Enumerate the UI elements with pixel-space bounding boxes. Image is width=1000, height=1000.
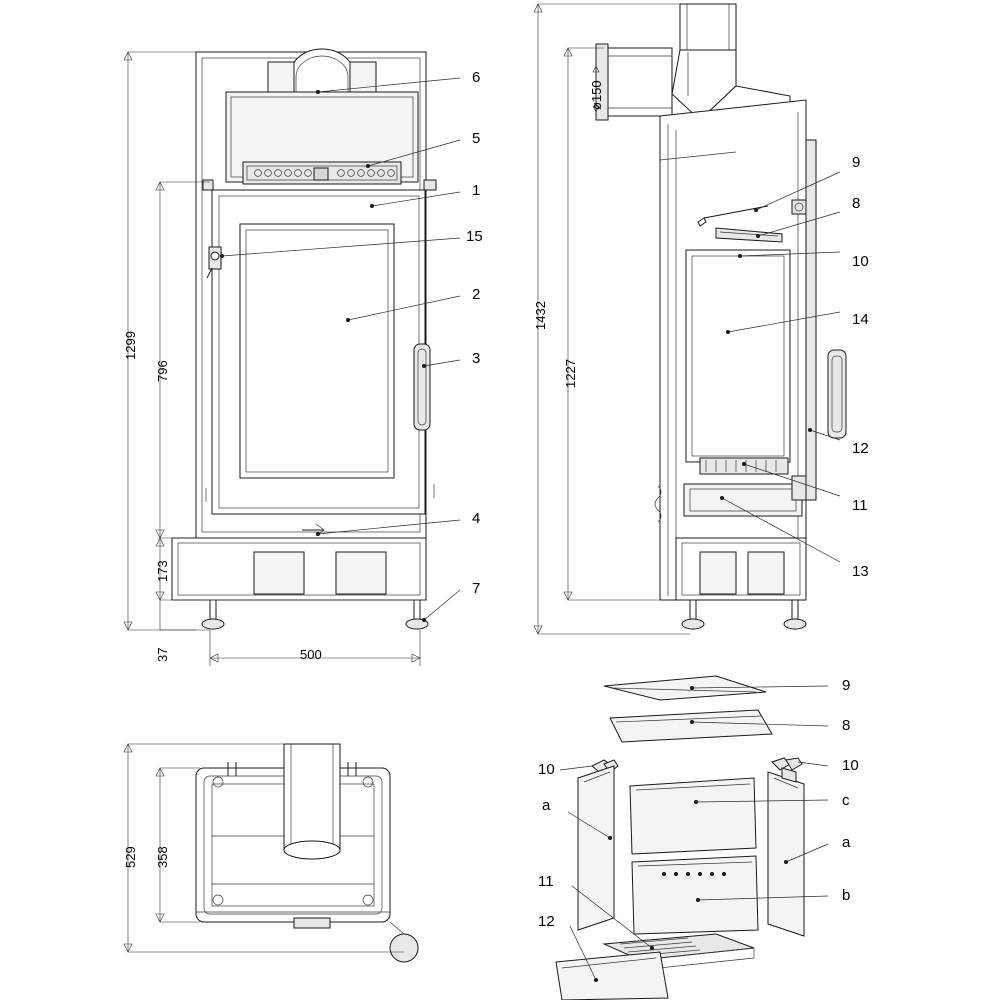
callout-side-11: 11: [852, 497, 868, 514]
dim-side-1227: 1227: [563, 359, 578, 388]
callout-front-4: 4: [472, 510, 481, 527]
callout-exploded-10-left: 10: [538, 761, 555, 778]
dim-front-1299: 1299: [123, 331, 138, 360]
dim-top-358: 358: [155, 846, 170, 868]
dim-front-796: 796: [155, 360, 170, 382]
callout-front-15: 15: [466, 228, 483, 245]
callout-exploded-c: c: [842, 792, 850, 809]
callout-exploded-b: b: [842, 887, 851, 904]
dim-front-173: 173: [155, 560, 170, 582]
callout-exploded-a-right: a: [842, 834, 851, 851]
top-plan-geometry: [196, 744, 418, 962]
dim-front-37: 37: [155, 647, 170, 662]
callout-side-8: 8: [852, 195, 861, 212]
callout-side-10: 10: [852, 253, 869, 270]
callout-front-5: 5: [472, 130, 481, 147]
callout-exploded-8: 8: [842, 717, 851, 734]
callout-exploded-9: 9: [842, 677, 851, 694]
callout-front-7: 7: [472, 580, 481, 597]
callout-exploded-a-left: a: [542, 797, 551, 814]
callout-side-14: 14: [852, 311, 869, 328]
dim-front-500: 500: [300, 647, 322, 662]
dim-side-1432: 1432: [533, 301, 548, 330]
callout-front-3: 3: [472, 350, 481, 367]
callout-front-6: 6: [472, 69, 481, 86]
callout-side-9: 9: [852, 154, 861, 171]
dim-top-529: 529: [123, 846, 138, 868]
callout-side-12: 12: [852, 440, 869, 457]
callout-exploded-12: 12: [538, 913, 555, 930]
callout-exploded-10-right: 10: [842, 757, 859, 774]
exploded-view-geometry: [556, 676, 804, 1000]
callout-exploded-11: 11: [538, 873, 554, 890]
callout-front-1: 1: [472, 182, 481, 199]
callout-side-13: 13: [852, 563, 869, 580]
callout-front-2: 2: [472, 286, 481, 303]
front-elevation-geometry: [172, 49, 436, 629]
dim-side-flue-diameter: ø150: [589, 80, 604, 110]
